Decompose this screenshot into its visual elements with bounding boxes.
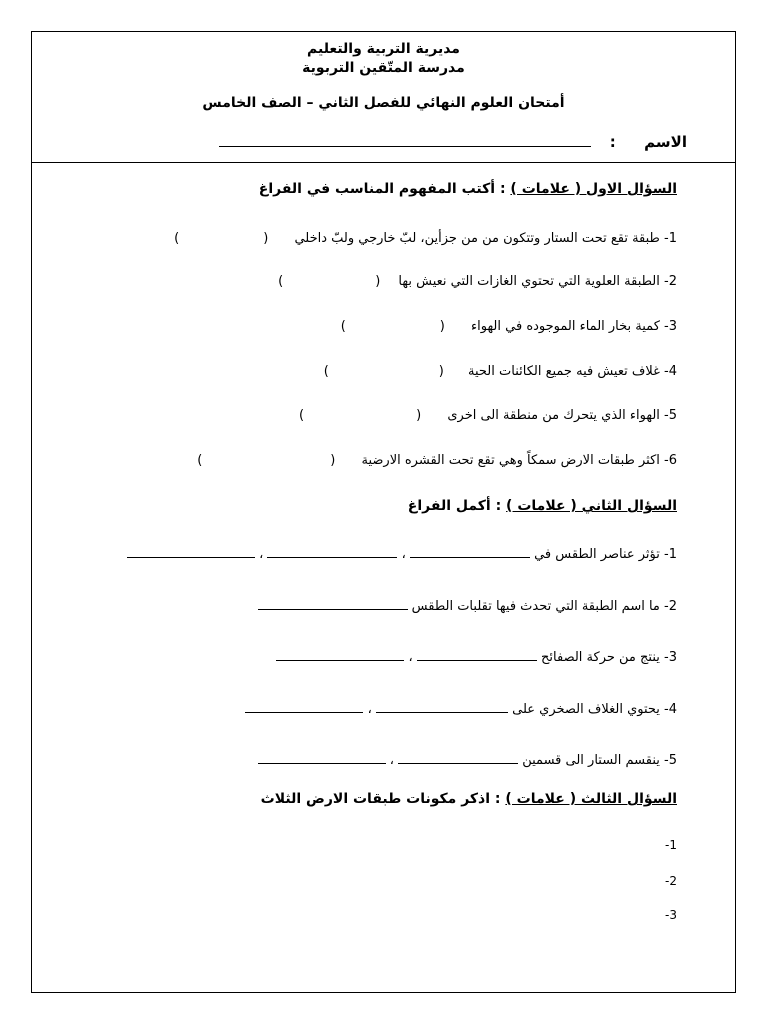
name-label: الاسم — [644, 133, 687, 151]
q2-item-5-blank-1[interactable] — [398, 751, 518, 764]
q2-item-5 — [258, 751, 677, 768]
q1-item-6-answer[interactable]: () — [197, 453, 336, 468]
q3-item-1: -1 — [665, 838, 677, 852]
q3-item-3: -3 — [665, 908, 677, 922]
q2-heading — [408, 498, 677, 514]
q1-item-1-text: 1- طبقة تقع تحت الستار وتتكون من من جزأين، لبّ خارجي ولبّ داخلي — [294, 231, 677, 246]
q2-item-1-sep-2: ، — [259, 547, 264, 562]
q1-item-1 — [174, 231, 677, 246]
q2-item-2 — [258, 597, 677, 614]
q2-instruction: : أكمل الفراغ — [407, 498, 502, 514]
q1-item-2 — [278, 274, 677, 289]
q2-item-1-blank-2[interactable] — [267, 545, 397, 558]
q1-item-4 — [324, 364, 677, 379]
q1-item-6-text: 6- اكثر طبقات الارض سمكاً وهي تقع تحت القشره الارضية — [361, 453, 677, 468]
q2-item-1-sep-1: ، — [401, 547, 406, 562]
q1-item-5-answer[interactable]: () — [299, 408, 422, 423]
q2-item-4 — [245, 700, 677, 717]
q2-item-1-blank-1[interactable] — [410, 545, 530, 558]
school-name: مدرسة المتّقين التربوية — [302, 60, 465, 76]
q1-item-1-answer[interactable]: () — [174, 231, 269, 246]
exam-page — [31, 31, 736, 993]
q2-item-3-blank-2[interactable] — [276, 648, 404, 661]
q3-title: السؤال الثالث ( علامات ) — [505, 791, 677, 807]
q2-item-1-text: 1- تؤثر عناصر الطقس في — [534, 547, 677, 562]
header-divider — [32, 162, 735, 163]
q2-item-5-text: 5- ينقسم الستار الى قسمين — [522, 753, 677, 768]
q1-item-3-answer[interactable]: () — [340, 319, 445, 334]
q2-item-4-blank-1[interactable] — [376, 700, 508, 713]
directorate-title: مديرية التربية والتعليم — [307, 41, 460, 57]
q1-heading — [259, 181, 677, 197]
q1-item-6 — [197, 453, 677, 468]
q1-item-4-answer[interactable]: () — [323, 364, 444, 379]
q1-item-4-text: 4- غلاف تعيش فيه جميع الكائنات الحية — [468, 364, 677, 379]
q2-item-1 — [127, 545, 677, 562]
q2-item-4-blank-2[interactable] — [245, 700, 363, 713]
q2-item-5-sep: ، — [389, 753, 394, 768]
q2-item-5-blank-2[interactable] — [258, 751, 386, 764]
q2-item-2-blank[interactable] — [258, 597, 408, 610]
name-blank[interactable] — [219, 134, 591, 147]
exam-title: أمتحان العلوم النهائي للفصل الثاني – الصف الخامس — [202, 95, 565, 111]
q1-instruction: : أكتب المفهوم المناسب في الفراغ — [258, 181, 506, 197]
q2-item-3-blank-1[interactable] — [417, 648, 537, 661]
q2-item-3-sep: ، — [408, 650, 413, 665]
q1-item-5-text: 5- الهواء الذي يتحرك من منطقة الى اخرى — [447, 408, 677, 423]
q3-instruction: : اذكر مكونات طبقات الارض الثلاث — [260, 791, 501, 807]
q3-heading — [261, 791, 677, 807]
q2-item-4-text: 4- يحتوي الغلاف الصخري على — [512, 702, 677, 717]
q2-item-3-text: 3- ينتج من حركة الصفائح — [541, 650, 677, 665]
q2-item-1-blank-3[interactable] — [127, 545, 255, 558]
q1-item-2-text: 2- الطبقة العلوية التي تحتوي الغازات التي نعيش بها — [398, 274, 677, 289]
q1-item-3 — [341, 319, 677, 334]
q1-item-2-answer[interactable]: () — [278, 274, 381, 289]
q2-item-3 — [276, 648, 677, 665]
q1-item-3-text: 3- كمية بخار الماء الموجوده في الهواء — [471, 319, 677, 334]
q1-item-5 — [299, 408, 677, 423]
name-field — [219, 133, 687, 151]
q2-item-4-sep: ، — [367, 702, 372, 717]
name-colon: : — [609, 133, 616, 151]
q2-title: السؤال الثاني ( علامات ) — [506, 498, 677, 514]
q1-title: السؤال الاول ( علامات ) — [510, 181, 677, 197]
q2-item-2-text: 2- ما اسم الطبقة التي تحدث فيها تقلبات الطقس — [411, 599, 677, 614]
q3-item-2: -2 — [665, 874, 677, 888]
